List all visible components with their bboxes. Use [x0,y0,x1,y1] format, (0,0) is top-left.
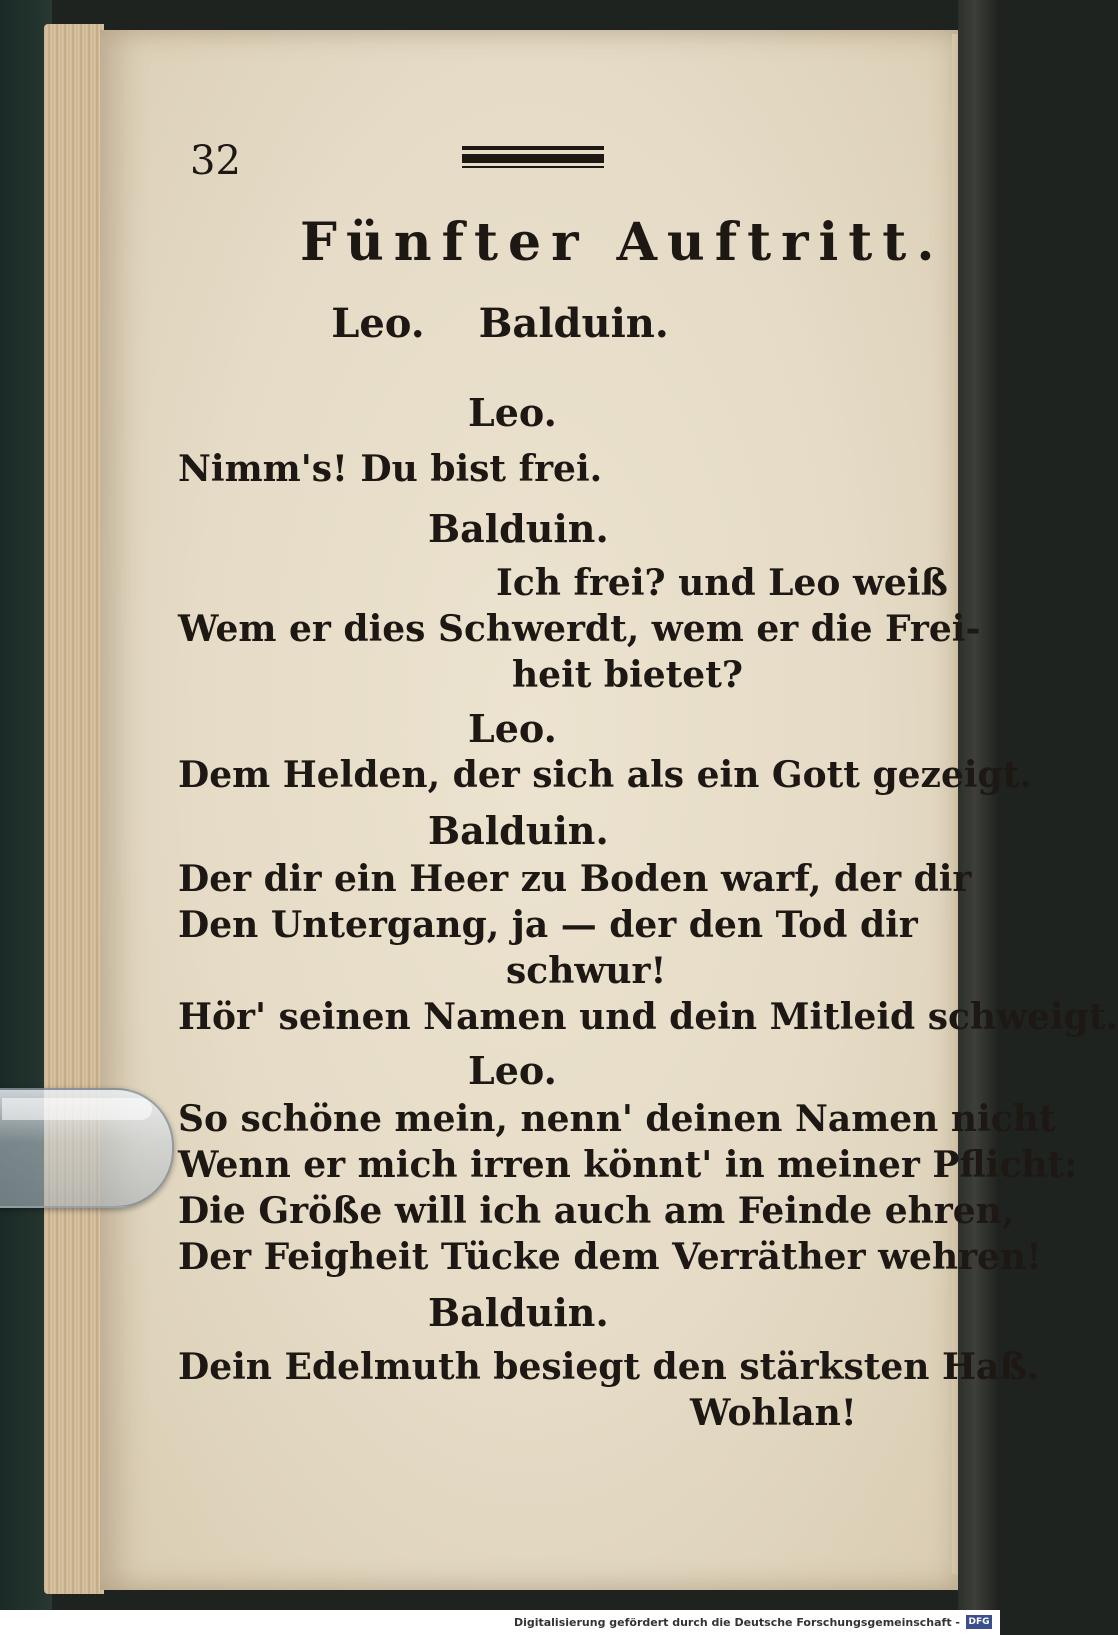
scene-title: Fünfter Auftritt. [300,212,945,273]
verse-line: Den Untergang, ja — der den Tod dir [178,904,918,946]
verse-line: Dem Helden, der sich als ein Gott gezeigt. [178,754,1032,796]
speaker-name: Balduin. [428,808,609,853]
verse-line: Dein Edelmuth besiegt den stärksten Haß. [178,1346,1040,1388]
verse-line: So schöne mein, nenn' deinen Namen nicht [178,1098,1056,1140]
verse-line: Nimm's! Du bist frei. [178,448,603,490]
verse-line: Wenn er mich irren könnt' in meiner Pflicht: [178,1144,1078,1186]
verse-line: Wem er dies Schwerdt, wem er die Frei- [178,608,981,650]
verse-line: Wohlan! [690,1392,857,1434]
page-number: 32 [190,138,241,184]
header-ornament-rule [462,146,604,168]
funding-credit: Digitalisierung gefördert durch die Deutsche Forschungsgemeinschaft - [513,1616,960,1629]
verse-line: Der dir ein Heer zu Boden warf, der dir [178,858,972,900]
dfg-logo: DFG [966,1615,992,1629]
verse-line: heit bietet? [512,654,743,696]
verse-line: Der Feigheit Tücke dem Verräther wehren! [178,1236,1042,1278]
book-clamp [0,1088,174,1208]
verse-line: Die Größe will ich auch am Feinde ehren, [178,1190,1015,1232]
speaker-name: Leo. [468,1048,557,1093]
speaker-name: Balduin. [428,1290,609,1335]
speaker-name: Balduin. [428,506,609,551]
speaker-name: Leo. [468,390,557,435]
speaker-name: Leo. [468,706,557,751]
verse-line: schwur! [506,950,667,992]
verse-line: Ich frei? und Leo weiß [496,562,948,604]
scene-characters: Leo. Balduin. [331,300,669,347]
page-edges [44,24,104,1594]
verse-line: Hör' seinen Namen und dein Mitleid schweigt. [178,996,1118,1038]
